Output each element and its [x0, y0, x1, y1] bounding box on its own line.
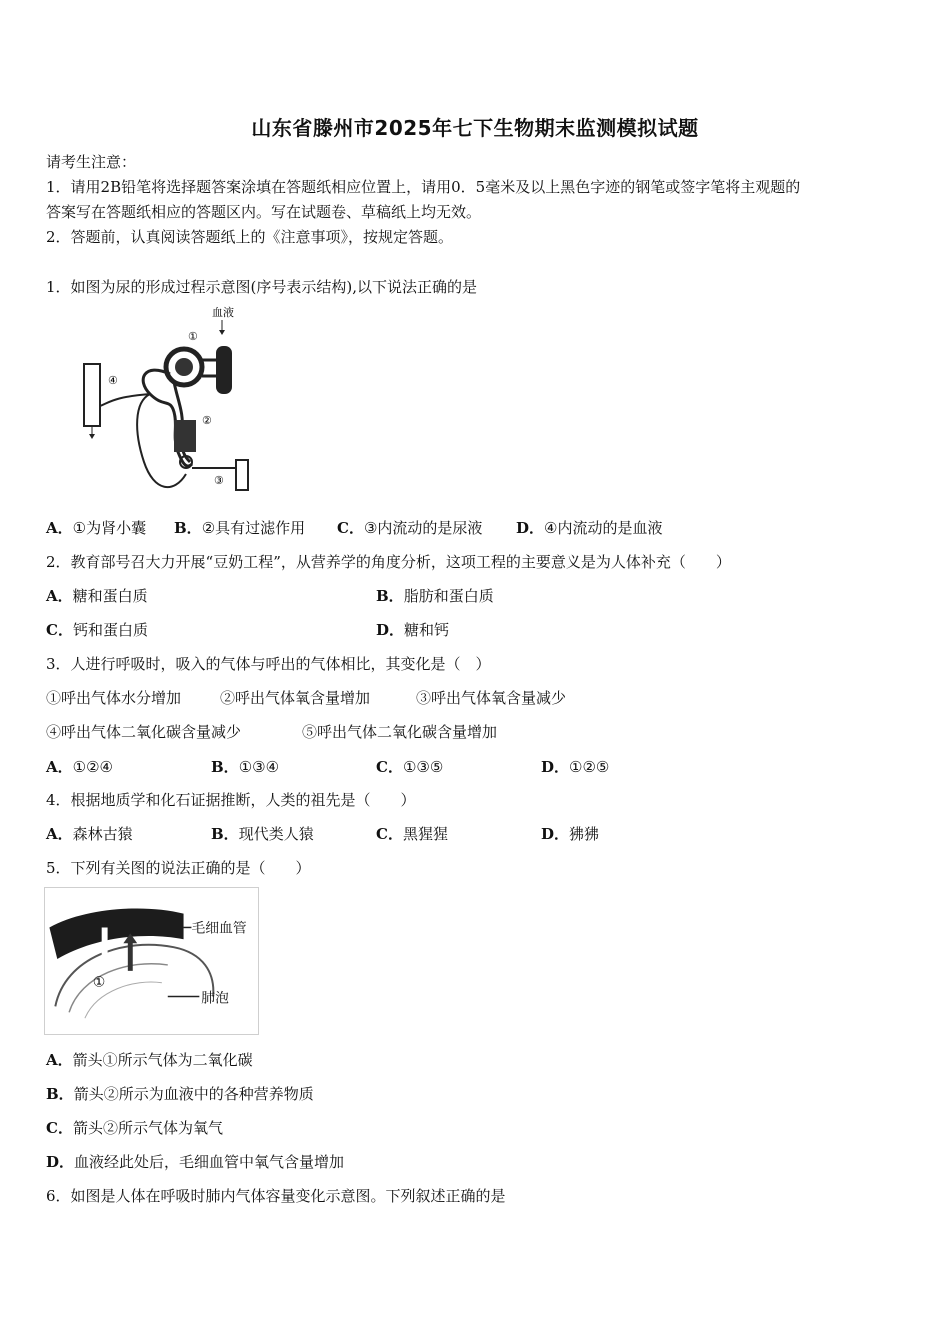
q3-option-c[interactable]: C．①③⑤	[376, 758, 444, 776]
q2-stem: 2．教育部号召大力开展“豆奶工程”，从营养学的角度分析，这项工程的主要意义是为人体补充（ ）	[46, 553, 731, 571]
q1-option-d[interactable]: D．④内流动的是血液	[516, 519, 663, 537]
q1-option-a[interactable]: A．①为肾小囊	[46, 519, 147, 537]
notice-item-2: 2．答题前，认真阅读答题纸上的《注意事项》，按规定答题。	[46, 228, 454, 246]
q5-option-d[interactable]: D．血液经此处后，毛细血管中氧气含量增加	[46, 1153, 345, 1171]
q6-stem: 6．如图是人体在呼吸时肺内气体容量变化示意图。下列叙述正确的是	[46, 1187, 506, 1205]
figure-label-capillary: 毛细血管	[191, 920, 247, 937]
q2-option-d[interactable]: D．糖和钙	[376, 621, 450, 639]
urine-formation-figure	[74, 302, 264, 502]
q5-option-a[interactable]: A．箭头①所示气体为二氧化碳	[46, 1051, 253, 1069]
q3-statement-3: ③呼出气体氧含量减少	[416, 689, 567, 707]
figure-label-blood: 血液	[212, 306, 234, 319]
q5-option-c[interactable]: C．箭头②所示气体为氧气	[46, 1119, 223, 1137]
q5-option-b[interactable]: B．箭头②所示为血液中的各种营养物质	[46, 1085, 314, 1103]
q3-statement-2: ②呼出气体氧含量增加	[220, 689, 371, 707]
notice-heading: 请考生注意：	[46, 153, 137, 171]
q4-option-c[interactable]: C．黑猩猩	[376, 825, 448, 843]
q3-stem: 3．人进行呼吸时，吸入的气体与呼出的气体相比，其变化是（ ）	[46, 655, 491, 673]
q1-option-b[interactable]: B．②具有过滤作用	[174, 519, 306, 537]
q3-statement-1: ①呼出气体水分增加	[46, 689, 182, 707]
q3-option-d[interactable]: D．①②⑤	[541, 758, 610, 776]
q2-option-a[interactable]: A．糖和蛋白质	[46, 587, 148, 605]
q4-stem: 4．根据地质学和化石证据推断，人类的祖先是（ ）	[46, 791, 416, 809]
page-title: 山东省滕州市2025年七下生物期末监测模拟试题	[251, 116, 699, 140]
figure-label-3: ③	[214, 474, 224, 487]
alveolus-figure	[44, 887, 259, 1035]
q2-option-c[interactable]: C．钙和蛋白质	[46, 621, 148, 639]
q1-stem: 1．如图为尿的形成过程示意图(序号表示结构),以下说法正确的是	[46, 278, 478, 296]
q3-statement-4: ④呼出气体二氧化碳含量减少	[46, 723, 242, 741]
figure-label-1: ①	[188, 330, 198, 343]
q4-option-b[interactable]: B．现代类人猿	[211, 825, 314, 843]
notice-item-1-line-1: 1．请用2B铅笔将选择题答案涂填在答题纸相应位置上，请用0．5毫米及以上黑色字迹的钢笔或签字笔将主观题的	[46, 178, 801, 196]
q3-option-a[interactable]: A．①②④	[46, 758, 113, 776]
q4-option-d[interactable]: D．狒狒	[541, 825, 600, 843]
q3-option-b[interactable]: B．①③④	[211, 758, 280, 776]
q3-statement-5: ⑤呼出气体二氧化碳含量增加	[302, 723, 498, 741]
q1-option-c[interactable]: C．③内流动的是尿液	[337, 519, 483, 537]
q2-option-b[interactable]: B．脂肪和蛋白质	[376, 587, 494, 605]
figure-label-4: ④	[108, 374, 118, 387]
figure-label-arrow-1: ①	[92, 974, 106, 991]
figure-label-alveolus: 肺泡	[201, 990, 229, 1007]
notice-item-1-line-2: 答案写在答题纸相应的答题区内。写在试题卷、草稿纸上均无效。	[46, 203, 482, 221]
figure-label-2: ②	[202, 414, 212, 427]
q5-stem: 5．下列有关图的说法正确的是（ ）	[46, 859, 311, 877]
q4-option-a[interactable]: A．森林古猿	[46, 825, 133, 843]
